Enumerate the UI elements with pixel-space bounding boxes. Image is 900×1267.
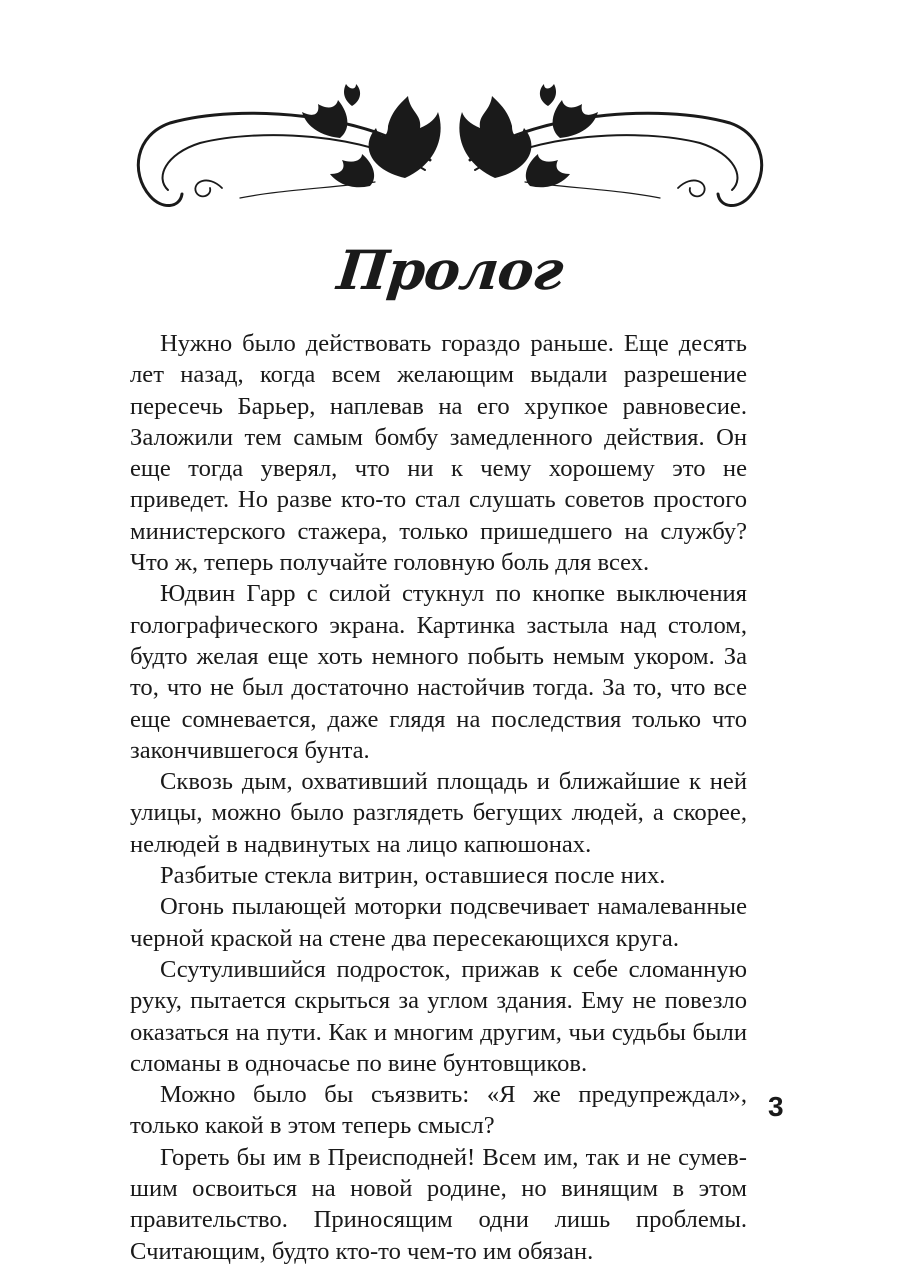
chapter-title: Пролог (334, 238, 566, 302)
paragraph: Гореть бы им в Преисподней! Всем им, так и не сумевшим освоиться на новой родине, но винящим в этом правительство. Приносящим одни лишь проблемы. Считающим, будто кто-то чем-то им обязан. (130, 1143, 747, 1265)
paragraph: Ссутулившийся подросток, прижав к себе сломанную руку, пытается скрыться за углом здания. Ему не повезло оказаться на пути. Как и многим другим, чьи судьбы были сломаны в одночасье по вине бунтовщиков. (130, 955, 747, 1077)
body-text (130, 328, 747, 1267)
left-curl (195, 180, 222, 196)
small-leaf-right-1 (553, 100, 598, 138)
small-leaf-left-2 (330, 154, 374, 187)
paragraph: Можно было бы съязвить: «Я же предупреждал», только какой в этом теперь смысл? (130, 1081, 747, 1140)
paragraph: Юдвин Гарр с силой стукнул по кнопке выключения голографического экрана. Картинка застыла над столом, будто желая еще хоть немного побыть немым укором. За то, что не был достаточно настойчив тогда. За то, что все еще сомневается, даже глядя на последствия только что закончившегося бунта. (130, 580, 747, 764)
small-leaf-right-2 (526, 154, 570, 187)
small-leaf-left-3 (344, 84, 360, 106)
paragraph: Разбитые стекла витрин, оставшиеся после них. (160, 862, 666, 890)
right-curl (678, 180, 705, 196)
central-leaf-right (459, 96, 531, 178)
central-leaf-left (369, 96, 441, 178)
small-leaf-left-1 (302, 100, 347, 138)
decorative-ornament (130, 78, 770, 218)
small-leaf-right-3 (540, 84, 556, 106)
page-number: 3 (768, 1091, 784, 1122)
paragraph: Сквозь дым, охвативший площадь и ближайшие к ней улицы, можно было разглядеть бегущих людей, а скорее, нелюдей в надвинутых на лицо капюшонах. (130, 768, 747, 858)
paragraph: Нужно было действовать гораздо раньше. Еще десять лет назад, когда всем желающим выдали разрешение пересечь Барьер, наплевав на его хрупкое равновесие. Заложили тем самым бомбу замедленного действия. Он еще тогда уверял, что ни к чему хорошему это не приведет. Но разве кто-то стал слушать советов простого министерского стажера, только пришедшего на службу? Что ж, теперь получайте головную боль для всех. (130, 330, 747, 577)
paragraph: Огонь пылающей моторки подсвечивает намалеванные черной краской на стене два пересекающихся круга. (130, 893, 747, 952)
